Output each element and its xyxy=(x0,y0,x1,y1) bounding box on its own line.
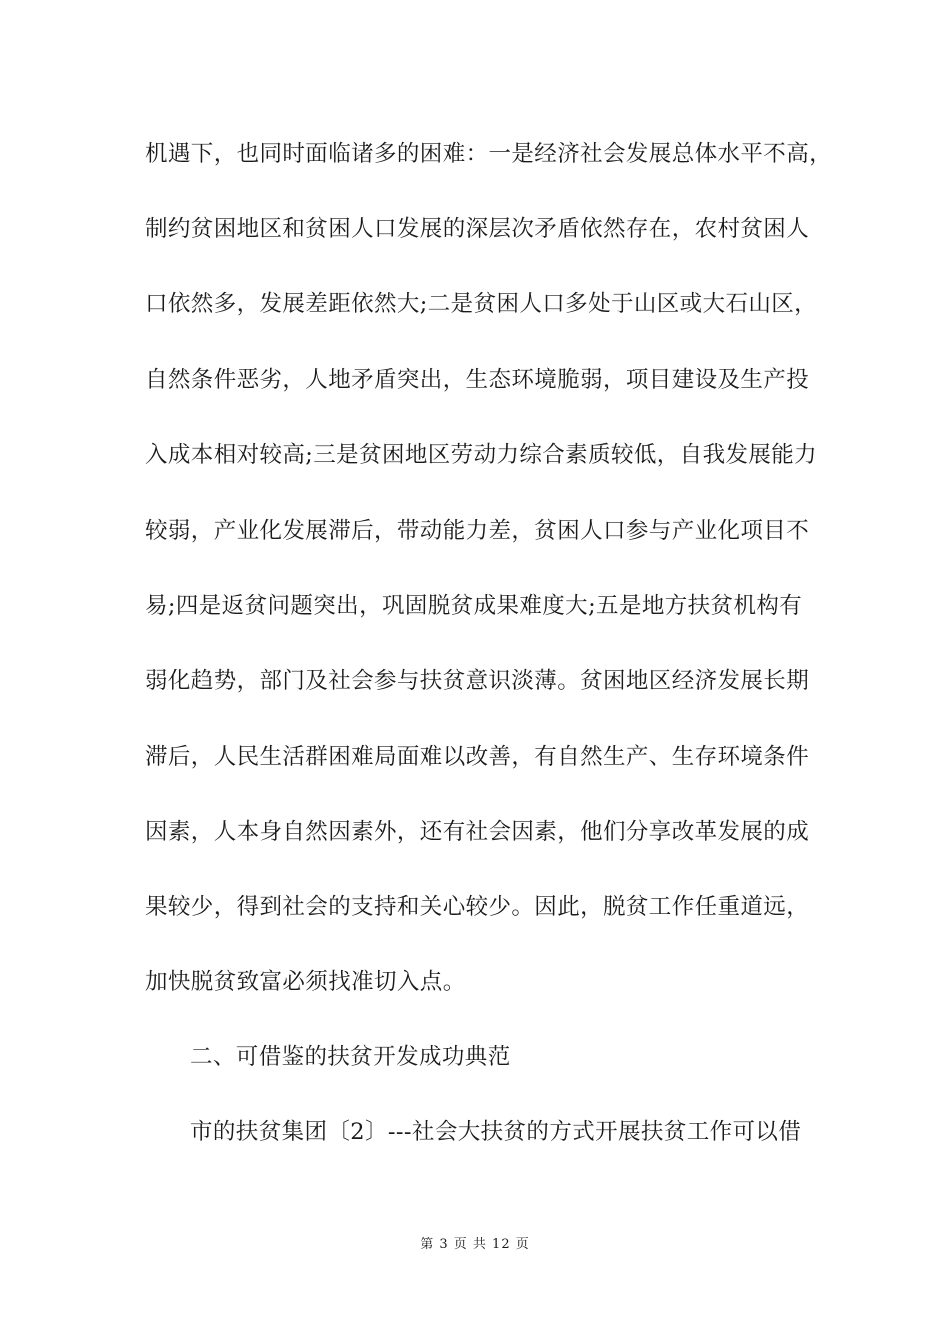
body-line-3: 口依然多，发展差距依然大;二是贫困人口多处于山区或大石山区， xyxy=(145,291,818,317)
body-line-6: 较弱，产业化发展滞后，带动能力差，贫困人口参与产业化项目不 xyxy=(145,518,810,544)
body-line-11: 果较少，得到社会的支持和关心较少。因此，脱贫工作任重道远， xyxy=(145,894,810,920)
body-line-5: 入成本相对较高;三是贫困地区劳动力综合素质较低，自我发展能力 xyxy=(145,442,818,468)
page-number: 第 3 页 共 12 页 xyxy=(420,1237,530,1252)
body-line-4: 自然条件恶劣，人地矛盾突出，生态环境脆弱，项目建设及生产投 xyxy=(145,367,810,393)
body-line-9: 滞后，人民生活群困难局面难以改善，有自然生产、生存环境条件 xyxy=(145,744,810,770)
body-line-12: 加快脱贫致富必须找准切入点。 xyxy=(145,969,466,995)
body-line-8: 弱化趋势，部门及社会参与扶贫意识淡薄。贫困地区经济发展长期 xyxy=(145,668,810,694)
section-heading: 二、可借鉴的扶贫开发成功典范 xyxy=(190,1044,511,1070)
body-line-7: 易;四是返贫问题突出，巩固脱贫成果难度大;五是地方扶贫机构有 xyxy=(145,593,803,619)
body-line-10: 因素，人本身自然因素外，还有社会因素，他们分享改革发展的成 xyxy=(145,819,810,845)
body-line-1: 机遇下，也同时面临诸多的困难：一是经济社会发展总体水平不高， xyxy=(145,141,833,167)
body-line-2: 制约贫困地区和贫困人口发展的深层次矛盾依然存在，农村贫困人 xyxy=(145,216,810,242)
paragraph-first-line: 市的扶贫集团〔2〕---社会大扶贫的方式开展扶贫工作可以借 xyxy=(190,1119,802,1145)
